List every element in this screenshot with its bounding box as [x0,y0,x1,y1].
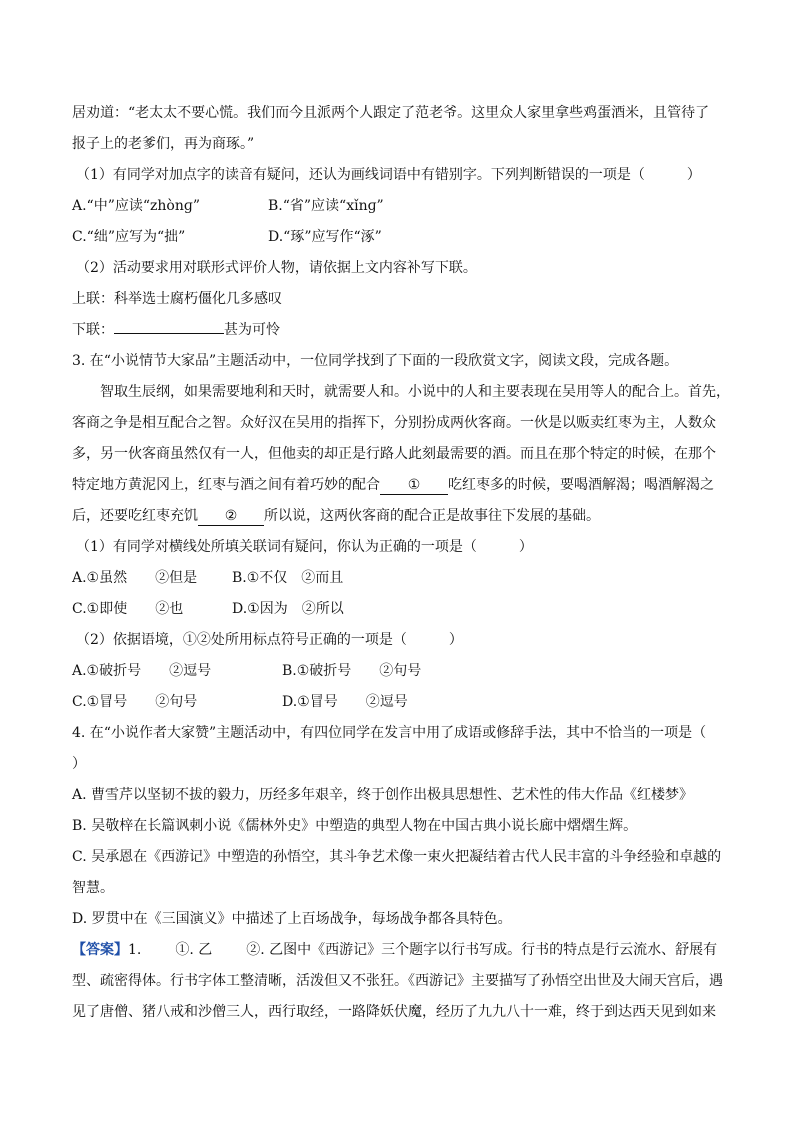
option-a: A.“中”应读“zhònɡ” [72,198,200,214]
q3-text-segment: 所以说，这两伙客商的配合正是故事往下发展的基础。 [264,508,600,524]
q3-text-segment: 后，还要吃红枣充饥 [72,508,198,524]
q3-part2-options-cd [72,687,732,718]
option-c: C.“绌”应写为“拙” [72,229,186,245]
q3-text-line-1: 智取生辰纲，如果需要地利和天时，就需要人和。小说中的人和主要表现在吴用等人的配合上。首先， [100,384,730,400]
option-b: B.①不仅 ②而且 [232,570,344,586]
q4-stem-line-2: ） [72,756,86,772]
answer-number: 1. [128,942,142,958]
q2-part1-stem: （1）有同学对加点字的读音有疑问，还认为画线词语中有错别字。下列判断错误的一项是（ ） [76,167,701,183]
passage-line-1: 居劝道：“老太太不要心慌。我们而今且派两个人跟定了范老爷。这里众人家里拿些鸡蛋酒米，且管待了 [72,105,710,121]
couplet-lower [72,315,732,346]
q4-option-a: A. 曹雪芹以坚韧不拔的毅力，历经多年艰辛，终于创作出极具思想性、艺术性的伟大作品《红楼梦》 [72,787,694,803]
option-a: A.①破折号 ②逗号 [72,663,212,679]
q4-stem-line-1: 4. 在“小说作者大家赞”主题活动中，有四位同学在发言中用了成语或修辞手法，其中不恰当的一项是（ [72,725,707,741]
q3-part2-options-ab [72,656,732,687]
q3-part1-options-cd [72,594,732,625]
option-a: A.①虽然 ②但是 [72,570,198,586]
answer-line-1 [72,935,732,966]
q2-part2-stem: （2）活动要求用对联形式评价人物，请依据上文内容补写下联。 [76,260,477,276]
couplet-lower-prefix: 下联： [72,322,114,338]
blank-2[interactable]: ② [198,507,264,526]
option-b: B.“省”应读“xǐnɡ” [268,198,384,214]
option-d: D.“琢”应写作“涿” [268,229,382,245]
q4-option-d: D. 罗贯中在《三国演义》中描述了上百场战争，每场战争都各具特色。 [72,911,512,927]
answer-line-3: 见了唐僧、猪八戒和沙僧三人，西行取经，一路降妖伏魔，经历了九九八十一难，终于到达西天见到如来 [72,1004,716,1020]
q3-text-segment: 吃红枣多的时候，要喝酒解渴；喝酒解渴之 [448,477,714,493]
q3-text-segment: 特定地方黄泥冈上，红枣与酒之间有着巧妙的配合 [72,477,380,493]
q3-text-line-2: 客商之争是相互配合之智。众好汉在吴用的指挥下，分别扮成两伙客商。一伙是以贩卖红枣为主，人数众 [72,415,716,431]
q4-option-b: B. 吴敬梓在长篇讽刺小说《儒林外史》中塑造的典型人物在中国古典小说长廊中熠熠生辉。 [72,818,638,834]
q3-text-line-3: 多，另一伙客商虽然仅有一人，但他卖的却正是行路人此刻最需要的酒。而且在那个特定的时候，在那个 [72,446,716,462]
passage-line-2: 报子上的老爹们，再为商琢。” [72,136,255,152]
q3-stem: 3. 在“小说情节大家品”主题活动中，一位同学找到了下面的一段欣赏文字，阅读文段，完成各题。 [72,353,679,369]
answer-sub-1: ①. 乙 [175,942,213,958]
q3-part1-options-ab [72,563,732,594]
couplet-lower-suffix: 甚为可怜 [224,322,280,338]
q3-part2-stem: （2）依据语境，①②处所用标点符号正确的一项是（ ） [76,632,463,648]
blank-1[interactable]: ① [380,476,448,495]
answer-tag: 【答案】 [72,942,128,958]
option-b: B.①破折号 ②句号 [282,663,422,679]
couplet-upper: 上联：科举选士腐朽僵化几多感叹 [72,291,282,307]
answer-line-2: 型、疏密得体。行书字体工整清晰，活泼但又不张狂。《西游记》主要描写了孙悟空出世及大闹天宫后，遇 [72,973,723,989]
document-page [72,98,732,1028]
q2-part1-options-cd [72,222,732,253]
q3-part1-stem: （1）有同学对横线处所填关联词有疑问，你认为正确的一项是（ ） [76,539,533,555]
option-d: D.①因为 ②所以 [232,601,344,617]
q3-text-line-4 [72,470,732,501]
fill-blank[interactable] [114,315,224,334]
option-d: D.①冒号 ②逗号 [282,694,408,710]
option-c: C.①冒号 ②句号 [72,694,198,710]
answer-sub-2: ②. 乙图中《西游记》三个题字以行书写成。行书的特点是行云流水、舒展有 [246,942,718,958]
q3-text-line-5 [72,501,732,532]
q2-part1-options-ab [72,191,732,222]
option-c: C.①即使 ②也 [72,601,184,617]
q4-option-c-line-2: 智慧。 [72,880,114,896]
q4-option-c-line-1: C. 吴承恩在《西游记》中塑造的孙悟空，其斗争艺术像一束火把凝结着古代人民丰富的斗争经验和卓越的 [72,849,722,865]
